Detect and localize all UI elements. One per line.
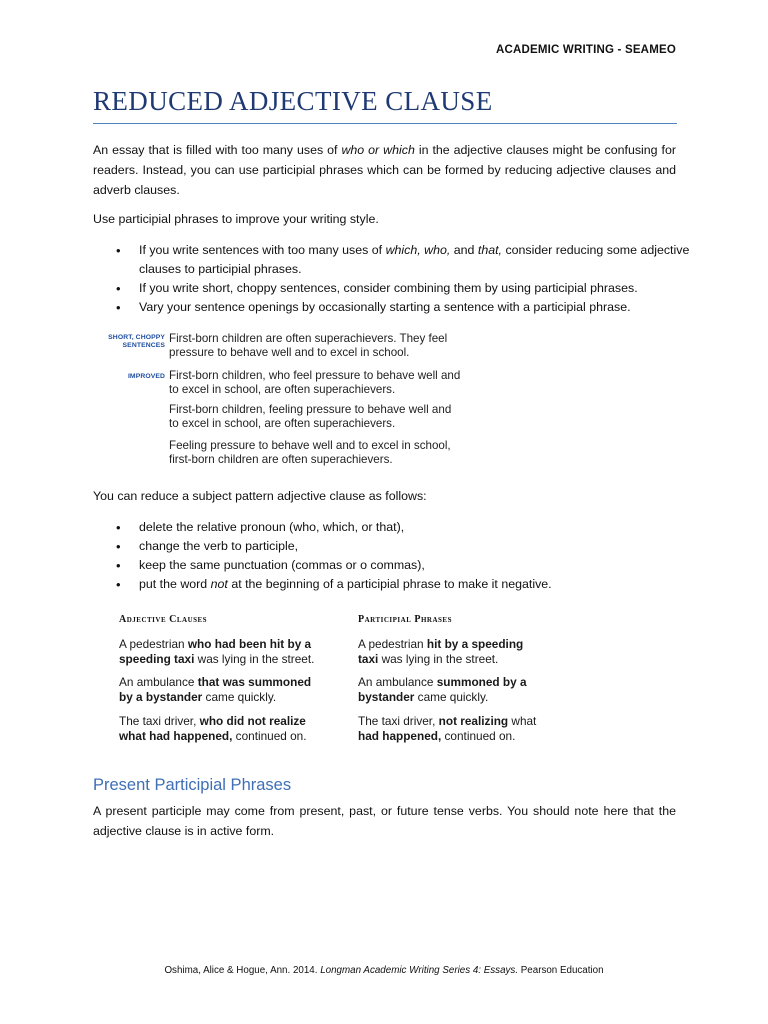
- example-text: came quickly.: [202, 690, 277, 704]
- example-bold: speeding taxi: [119, 652, 195, 666]
- list-item: [93, 556, 693, 575]
- improved-label: IMPROVED: [127, 373, 165, 380]
- example-text: was lying in the street.: [194, 652, 315, 666]
- example-line: First-born children are often superachievers. They feel: [169, 332, 448, 345]
- citation-title: Longman Academic Writing Series 4: Essays.: [320, 965, 519, 976]
- example-line: to excel in school, are often superachievers.: [169, 416, 396, 430]
- list-item: [93, 279, 693, 298]
- bullet-icon: •: [116, 539, 121, 554]
- example-line: first-born children are often superachievers.: [169, 452, 393, 466]
- clause-example-3: [119, 714, 359, 744]
- example-text: A pedestrian: [358, 637, 427, 651]
- example-text: continued on.: [441, 729, 516, 743]
- bullet-text: delete the relative pronoun (who, which, or that),: [139, 520, 405, 534]
- use-line: Use participial phrases to improve your writing style.: [93, 212, 379, 226]
- present-participle-paragraph: A present participle may come from present, past, or future tense verbs. You should note here that the adjective clause is in active form.: [93, 804, 676, 838]
- bullet-text: keep the same punctuation (commas or o commas),: [139, 558, 425, 572]
- section-heading: Present Participial Phrases: [93, 776, 292, 794]
- short-sentence-example: [169, 332, 489, 359]
- clause-example-2: [119, 675, 359, 705]
- list-item: [93, 575, 693, 594]
- clause-example-1: [119, 637, 359, 667]
- running-header: ACADEMIC WRITING - SEAMEO: [495, 44, 676, 56]
- combining-example-figure: [99, 331, 519, 471]
- example-bold: that was summoned: [197, 675, 312, 689]
- phrase-example-3: [358, 714, 598, 744]
- bullet-italic: which, who,: [385, 243, 451, 257]
- bullet-text: at the beginning of a participial phrase to make it negative.: [227, 577, 552, 591]
- improved-example-1: [169, 369, 489, 396]
- bullet-icon: •: [116, 281, 121, 296]
- example-text: A pedestrian: [119, 637, 188, 651]
- example-line: First-born children, feeling pressure to behave well and: [169, 403, 452, 416]
- example-text: An ambulance: [358, 675, 437, 689]
- participial-phrases-heading: Participial Phrases: [358, 614, 452, 625]
- example-text: continued on.: [232, 729, 307, 743]
- style-bullet-list: [93, 241, 693, 317]
- example-bold: who had been hit by a: [187, 637, 312, 651]
- example-bold: by a bystander: [119, 690, 203, 704]
- list-item: [93, 298, 693, 317]
- bullet-text: put the word: [139, 577, 211, 591]
- reduce-line: You can reduce a subject pattern adjective clause as follows:: [93, 489, 427, 503]
- example-text: was lying in the street.: [378, 652, 499, 666]
- bullet-text: change the verb to participle,: [139, 539, 299, 553]
- intro-paragraph: [93, 140, 676, 200]
- example-bold: not realizing: [438, 714, 509, 728]
- example-bold: summoned by a: [436, 675, 527, 689]
- intro-text-1: An essay that is filled with too many uses of: [93, 143, 342, 157]
- list-item: [93, 518, 693, 537]
- example-line: to excel in school, are often superachievers.: [169, 382, 396, 396]
- label-line: SENTENCES: [122, 342, 165, 349]
- page-title: REDUCED ADJECTIVE CLAUSE: [93, 86, 493, 116]
- example-text: what: [508, 714, 537, 728]
- intro-italic: who or which: [341, 143, 415, 157]
- example-text: came quickly.: [414, 690, 489, 704]
- example-bold: taxi: [358, 652, 379, 666]
- phrase-example-1: [358, 637, 598, 667]
- example-bold: bystander: [358, 690, 415, 704]
- example-bold: who did not realize: [199, 714, 306, 728]
- label-line: SHORT, CHOPPY: [108, 334, 165, 341]
- citation-text: Pearson Education: [518, 965, 604, 976]
- bullet-icon: •: [116, 558, 121, 573]
- short-choppy-label: [99, 334, 165, 350]
- bullet-text: If you write short, choppy sentences, consider combining them by using participial phrases.: [139, 281, 638, 295]
- bullet-italic: that,: [477, 243, 502, 257]
- example-bold: had happened,: [358, 729, 442, 743]
- list-item: [93, 537, 693, 556]
- bullet-icon: •: [116, 577, 121, 592]
- bullet-text: Vary your sentence openings by occasionally starting a sentence with a participial phrase.: [139, 300, 631, 314]
- bullet-icon: •: [116, 520, 121, 535]
- adjective-clauses-heading: Adjective Clauses: [119, 614, 208, 625]
- example-text: The taxi driver,: [358, 714, 439, 728]
- example-line: Feeling pressure to behave well and to excel in school,: [169, 439, 451, 452]
- bullet-icon: •: [116, 300, 121, 315]
- example-bold: hit by a speeding: [426, 637, 524, 651]
- reduction-bullet-list: [93, 518, 693, 594]
- example-text: An ambulance: [119, 675, 198, 689]
- title-underline: [93, 123, 677, 124]
- improved-example-2: [169, 403, 489, 430]
- example-text: The taxi driver,: [119, 714, 200, 728]
- improved-example-3: [169, 439, 489, 466]
- list-item: [93, 241, 693, 279]
- clause-vs-phrase-figure: [119, 610, 619, 760]
- bullet-italic: not: [210, 577, 228, 591]
- phrase-example-2: [358, 675, 598, 705]
- intro-text-2: in the adjective clauses might be confusing for readers. Instead, you can use participial phrases which can be formed by reducing adjective clauses and adverb clauses.: [93, 143, 677, 197]
- bullet-icon: •: [116, 243, 121, 258]
- bullet-text: consider reducing some adjective clauses to participial phrases.: [139, 243, 690, 276]
- bullet-text: and: [450, 243, 478, 257]
- citation-text: Oshima, Alice & Hogue, Ann. 2014.: [164, 965, 321, 976]
- example-bold: what had happened,: [119, 729, 233, 743]
- bullet-text: If you write sentences with too many uses of: [139, 243, 386, 257]
- example-line: First-born children, who feel pressure to behave well and: [169, 369, 461, 382]
- citation-footer: [0, 965, 768, 976]
- example-line: pressure to behave well and to excel in school.: [169, 345, 410, 359]
